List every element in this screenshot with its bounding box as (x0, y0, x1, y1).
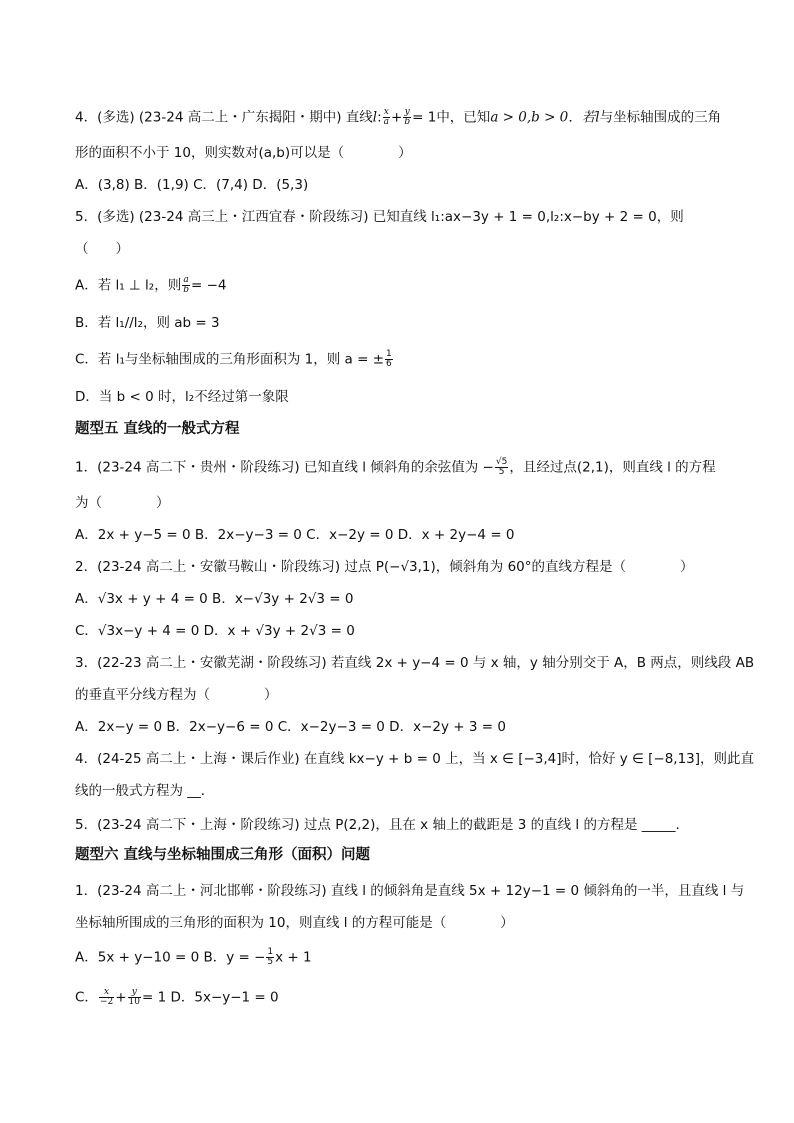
frac-a-over-b: $\frac{a}{b}$ (183, 275, 189, 295)
q5-multi-line1: 5．(多选) (23-24 高三上・江西宜春・阶段练习) 已知直线 l₁:ax−3y + 1 = 0,l₂:x−by + 2 = 0，则 (75, 209, 684, 225)
frac-sqrt5-over-5: $\frac{√5}{5}$ (495, 457, 508, 477)
frac-y-over-b: $\frac{y}{b}$ (404, 107, 411, 127)
section5-title: 题型五 直线的一般式方程 (75, 421, 240, 437)
q5-multi-optC: C．若 l₁与坐标轴围成的三角形面积为 1，则 a = ± $\frac{1}{6}$ (75, 349, 392, 369)
q4-multi-prefix: 4．(多选) (23-24 高二上・广东揭阳・期中) 直线 (75, 109, 373, 126)
s5-q3-line2: 的垂直平分线方程为（ ） (75, 687, 278, 703)
q4-multi-line2: 形的面积不小于 10，则实数对(a,b)可以是（ ） (75, 145, 412, 161)
q4-multi-line1: 4．(多选) (23-24 高二上・广东揭阳・期中) 直线l: $\frac{x}{a}$ + $\frac{y}{b}$ = 1中，已知a > 0,b > 0．若l与坐标轴围成的三角 (75, 107, 722, 127)
s5-q4-line1: 4．(24-25 高二上・上海・课后作业) 在直线 kx−y + b = 0 上，当 x ∈ [−3,4]时，恰好 y ∈ [−8,13]，则此直 (75, 751, 755, 767)
frac-x-over-neg2: $\frac{x}{-2}$ (99, 987, 114, 1007)
q4-multi-mid: 中，已知 (436, 109, 491, 126)
s6-q1-optC: C． $\frac{x}{-2}$ + $\frac{y}{10}$ = 1 D．5x−y−1 = 0 (75, 987, 279, 1007)
frac-1-over-5: $\frac{1}{5}$ (267, 947, 274, 967)
q5-multi-optB: B．若 l₁//l₂，则 ab = 3 (75, 315, 220, 331)
s6-q1-line1: 1．(23-24 高二上・河北邯郸・阶段练习) 直线 l 的倾斜角是直线 5x + 12y−1 = 0 倾斜角的一半，且直线 l 与 (75, 883, 745, 899)
frac-x-over-a: $\frac{x}{a}$ (383, 107, 390, 127)
s5-q3-options: A．2x−y = 0 B．2x−y−6 = 0 C．x−2y−3 = 0 D．x−2y + 3 = 0 (75, 719, 506, 735)
s5-q3-line1: 3．(22-23 高二上・安徽芜湖・阶段练习) 若直线 2x + y−4 = 0 与 x 轴，y 轴分别交于 A，B 两点，则线段 AB (75, 655, 755, 671)
section6-title: 题型六 直线与坐标轴围成三角形（面积）问题 (75, 847, 371, 863)
q4-multi-suffix: 与坐标轴围成的三角 (599, 109, 722, 126)
q4-multi-options: A．(3,8) B．(1,9) C．(7,4) D．(5,3) (75, 177, 309, 193)
s5-q2-optC: C．√3x−y + 4 = 0 D．x + √3y + 2√3 = 0 (75, 623, 355, 639)
s5-q4-line2: 线的一般式方程为 __． (75, 783, 215, 799)
frac-y-over-10: $\frac{y}{10}$ (128, 987, 140, 1007)
s5-q1-line2: 为（ ） (75, 495, 170, 511)
q5-multi-optD: D．当 b < 0 时，l₂不经过第一象限 (75, 389, 289, 405)
s5-q2-optA: A．√3x + y + 4 = 0 B．x−√3y + 2√3 = 0 (75, 591, 354, 607)
s5-q1-options: A．2x + y−5 = 0 B．2x−y−3 = 0 C．x−2y = 0 D．x + 2y−4 = 0 (75, 527, 515, 543)
frac-1-over-6: $\frac{1}{6}$ (386, 349, 392, 369)
s6-q1-line2: 坐标轴所围成的三角形的面积为 10，则直线 l 的方程可能是（ ） (75, 915, 514, 931)
q5-multi-line2: （ ） (75, 241, 129, 257)
s5-q5-line1: 5．(23-24 高二下・上海・阶段练习) 过点 P(2,2)，且在 x 轴上的截距是 3 的直线 l 的方程是 _____. (75, 817, 680, 833)
s5-q2-line1: 2．(23-24 高二上・安徽马鞍山・阶段练习) 过点 P(−√3,1)，倾斜角为 60°的直线方程是（ ） (75, 559, 694, 575)
q5-multi-optA: A．若 l₁ ⊥ l₂，则 $\frac{a}{b}$ = −4 (75, 275, 227, 295)
s6-q1-optA: A．5x + y−10 = 0 B．y = − $\frac{1}{5}$ x + 1 (75, 947, 312, 967)
s5-q1-line1: 1．(23-24 高二下・贵州・阶段练习) 已知直线 l 倾斜角的余弦值为 − $\frac{√5}{5}$ ，且经过点(2,1)，则直线 l 的方程 (75, 457, 716, 477)
q4-multi-cond: a > 0,b > 0．若 (490, 109, 596, 126)
